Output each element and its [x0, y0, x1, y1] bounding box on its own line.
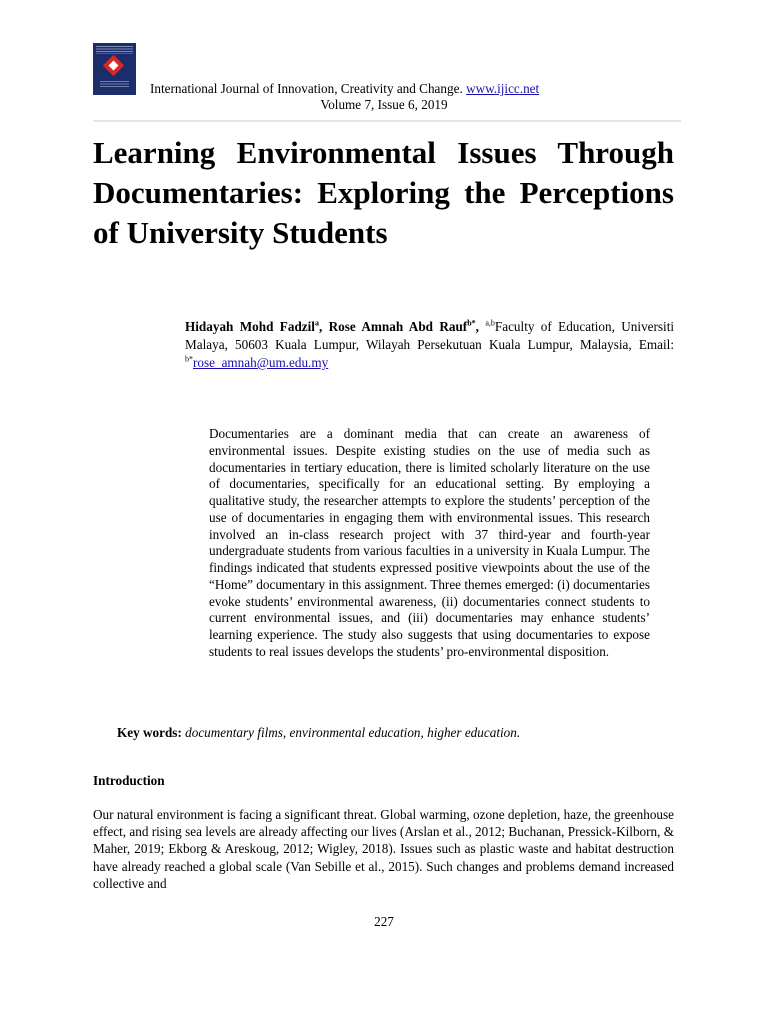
author-email-link[interactable]: rose_amnah@um.edu.my [193, 355, 329, 370]
author-2-sup: b* [467, 318, 476, 328]
journal-url-link[interactable]: www.ijicc.net [466, 81, 540, 96]
author-separator: , [318, 319, 329, 334]
keywords-label: Key words: [117, 725, 182, 740]
header-divider [93, 120, 681, 122]
introduction-paragraph: Our natural environment is facing a significant threat. Global warming, ozone depletion, haze, the greenhouse effect, and rising sea levels are already affecting our lives (Arslan et al., 2012; Buchanan, Pressick-Kilborn, & Maher, 2019; Ekborg & Areskoug, 2012; Wigley, 2018). Issues such as plastic waste and habitat destruction have already reached a global scale (Van Sebille et al., 2015). Such changes and problems demand increased collective and [93, 807, 674, 891]
author-1: Hidayah Mohd Fadzil [185, 319, 315, 334]
volume-issue: Volume 7, Issue 6, 2019 [320, 97, 448, 112]
affiliation-sup: a,b [485, 318, 495, 328]
email-sup: b* [185, 354, 193, 364]
section-heading-introduction: Introduction [93, 773, 165, 788]
page-number: 227 [374, 914, 394, 929]
journal-cover-logo-icon [93, 43, 136, 95]
article-title: Learning Environmental Issues Through Documentaries: Exploring the Perceptions of University Students [93, 135, 674, 250]
author-1-sup: a [314, 318, 319, 328]
author-2: Rose Amnah Abd Rauf [328, 319, 468, 334]
keywords [117, 725, 520, 741]
affiliation-text: Faculty of Education, Universiti Malaya, 50603 Kuala Lumpur, Wilayah Persekutuan Kuala Lumpur, Malaysia, Email: [185, 319, 675, 352]
author-block: Hidayah Mohd Fadzil$^a$, Rose Amnah Abd Rauf$^{b*}$, $^{a,b}$Faculty of Education, Universiti Malaya, 50603 Kuala Lumpur, Wilayah Persekutuan Kuala Lumpur, Malaysia, Email: $^{b*}$rose_amnah@um.edu.my [185, 318, 675, 370]
abstract: Documentaries are a dominant media that can create an awareness of environmental issues. Despite existing studies on the use of media such as documentaries in tertiary education, there is limited scholarly literature on the use of documentaries, specifically for an educational setting. By employing a qualitative study, the researcher attempts to explore the students’ perception of the use of documentaries in engaging them with environmental issues. This research involved an in-class research project with 37 third-year and fourth-year undergraduate students from various faculties in a university in Kuala Lumpur. The findings indicated that students expressed positive viewpoints about the use of the “Home” documentary in this assignment. Three themes emerged: (i) documentaries evoke students’ environmental awareness, (ii) documentaries connect students to current environmental issues, and (iii) documentaries may enhance students’ learning experience. The study also suggests that using documentaries to expose students to real issues develops the students’ pro-environmental disposition. [209, 426, 650, 659]
keywords-value: documentary films, environmental education, higher education. [185, 725, 521, 740]
journal-name: International Journal of Innovation, Creativity and Change. [150, 81, 463, 96]
journal-header [150, 81, 539, 97]
